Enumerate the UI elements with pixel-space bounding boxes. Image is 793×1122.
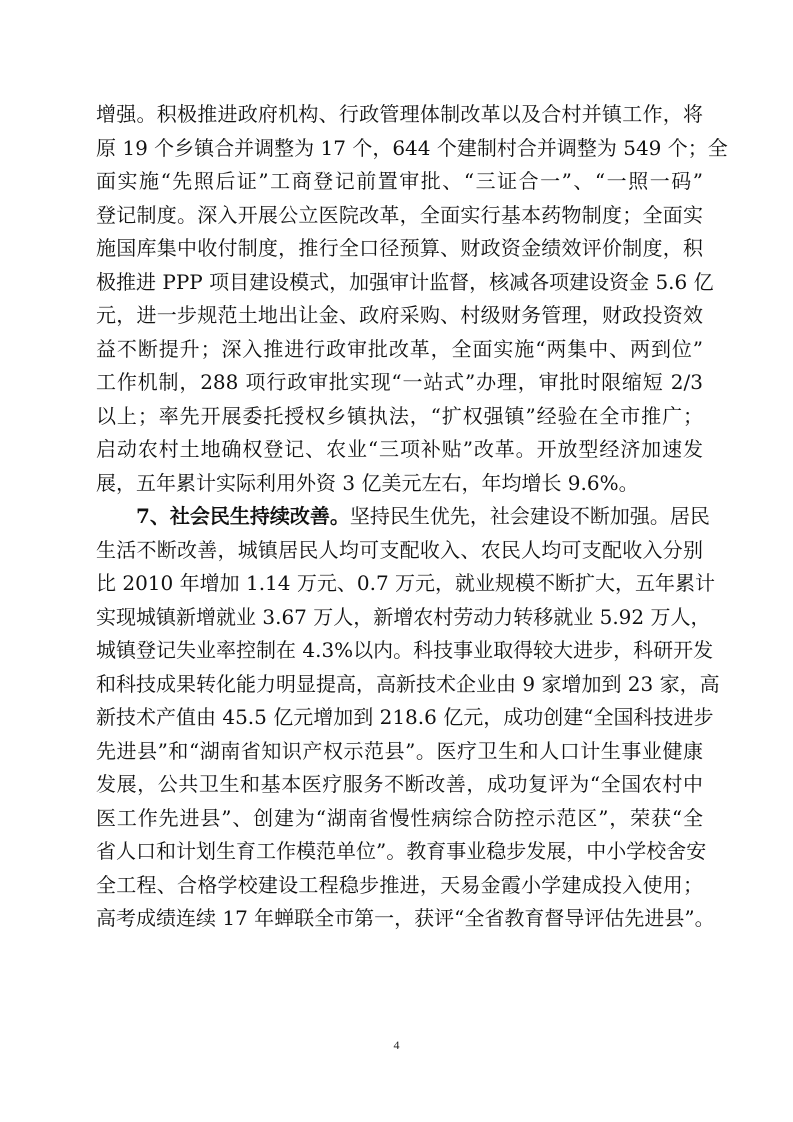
text-line: 生活不断改善，城镇居民人均可支配收入、农民人均可支配收入分别 — [96, 537, 703, 562]
text-line: 施国库集中收付制度，推行全口径预算、财政资金绩效评价制度，积 — [96, 236, 703, 260]
text-line: 省人口和计划生育工作模范单位”。教育事业稳步发展，中小学校舍安 — [96, 839, 707, 863]
text-line: 实现城镇新增就业 3.67 万人，新增农村劳动力转移就业 5.92 万人， — [96, 604, 711, 629]
text-line: 比 2010 年增加 1.14 万元、0.7 万元，就业规模不断扩大，五年累计 — [96, 571, 716, 595]
text-line: 新技术产值由 45.5 亿元增加到 218.6 亿元，成功创建“全国科技进步 — [96, 705, 714, 729]
text-line: 登记制度。深入开展公立医院改革，全面实行基本药物制度；全面实 — [96, 202, 703, 227]
text-line: 城镇登记失业率控制在 4.3%以内。科技事业取得较大进步，科研开发 — [96, 638, 714, 662]
text-line: 发展，公共卫生和基本医疗服务不断改善，成功复评为“全国农村中 — [96, 772, 703, 796]
page-number: 4 — [393, 1038, 400, 1052]
text-line: 极推进 PPP 项目建设模式，加强审计监督，核减各项建设资金 5.6 亿 — [96, 269, 714, 294]
text-line — [96, 500, 710, 534]
text-line: 全工程、合格学校建设工程稳步推进，天易金霞小学建成投入使用； — [96, 872, 703, 897]
text-line: 面实施“先照后证”工商登记前置审批、“三证合一”、“一照一码” — [96, 169, 703, 193]
paragraph-social-livelihood — [96, 500, 720, 936]
paragraph-governance-reform — [96, 98, 728, 500]
text-line: 以上；率先开展委托授权乡镇执法，“扩权强镇”经验在全市推广； — [96, 403, 703, 428]
text-line: 工作机制，288 项行政审批实现“一站式”办理，审批时限缩短 2/3 — [96, 370, 703, 394]
text-line: 元，进一步规范土地出让金、政府采购、村级财务管理，财政投资效 — [96, 303, 703, 327]
text-line: 先进县”和“湖南省知识产权示范县”。医疗卫生和人口计生事业健康 — [96, 738, 703, 763]
text-line: 益不断提升；深入推进行政审批改革，全面实施“两集中、两到位” — [96, 336, 703, 361]
text-run: 坚持民生优先，社会建设不断加强。居民 — [349, 504, 710, 528]
text-line: 展，五年累计实际利用外资 3 亿美元左右，年均增长 9.6%。 — [96, 470, 639, 495]
body-text — [96, 98, 728, 936]
text-line: 启动农村土地确权登记、农业“三项补贴”改革。开放型经济加速发 — [96, 437, 703, 461]
text-line: 增强。积极推进政府机构、行政管理体制改革以及合村并镇工作，将 — [96, 102, 703, 126]
text-line: 高考成绩连续 17 年蝉联全市第一，获评“全省教育督导评估先进县”。 — [96, 906, 715, 930]
section-heading: 7、社会民生持续改善。 — [136, 504, 350, 528]
text-line: 和科技成果转化能力明显提高，高新技术企业由 9 家增加到 23 家，高 — [96, 671, 720, 696]
text-line: 医工作先进县”、创建为“湖南省慢性病综合防控示范区”，荣获“全 — [96, 805, 703, 830]
text-line: 原 19 个乡镇合并调整为 17 个，644 个建制村合并调整为 549 个；全 — [96, 135, 728, 160]
